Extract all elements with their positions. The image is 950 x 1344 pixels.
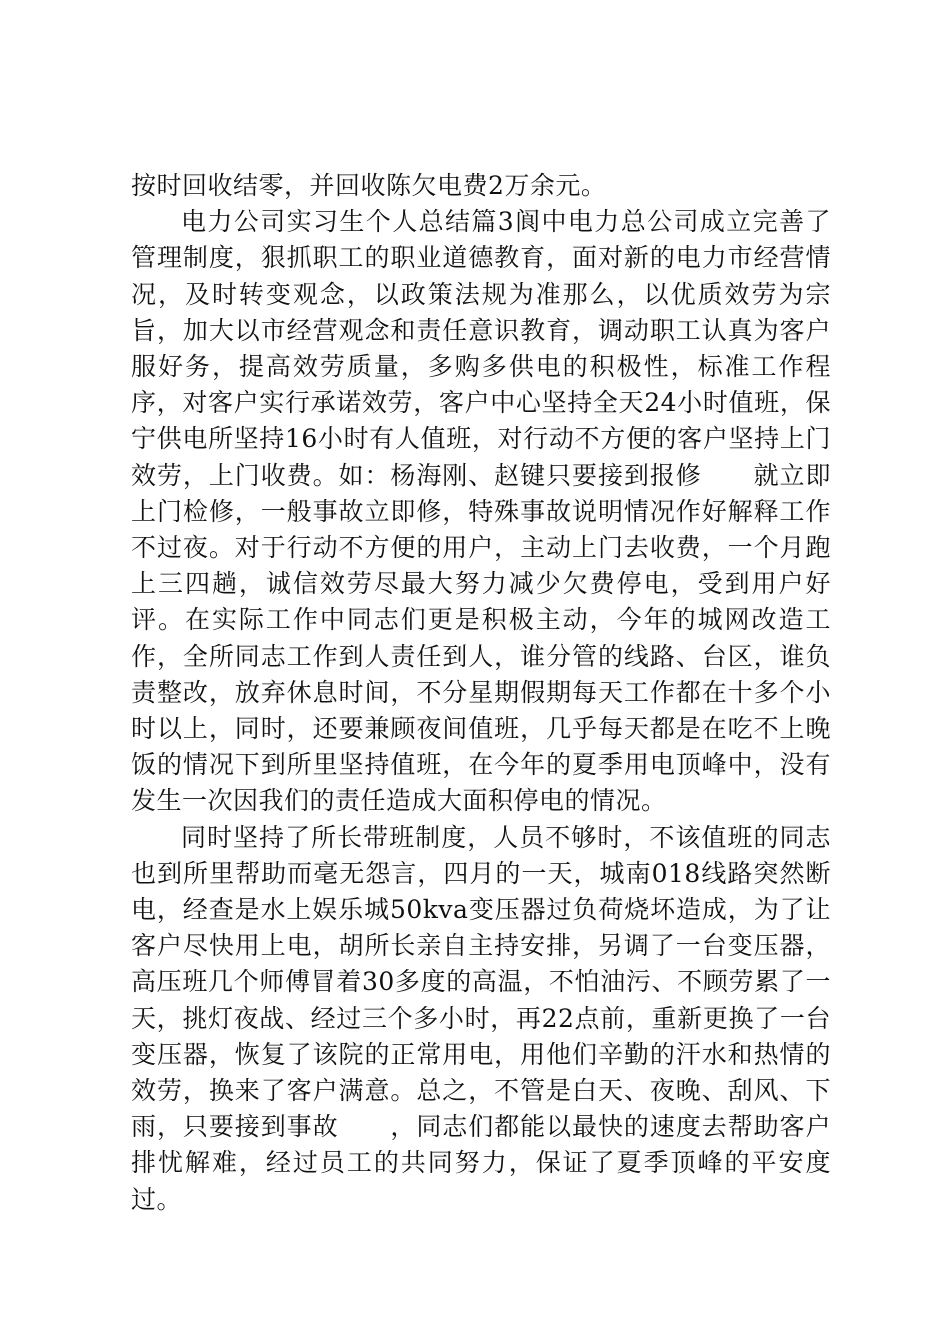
paragraph-summary-3: 电力公司实习生个人总结篇3阆中电力总公司成立完善了管理制度，狠抓职工的职业道德教育，面对新的电力市经营情况，及时转变观念，以政策法规为准那么，以优质效劳为宗旨，加大以市经营观念和责任意识教育，调动职工认真为客户服好务，提高效劳质量，多购多供电的积极性，标准工作程序，对客户实行承诺效劳，客户中心坚持全天24小时值班，保宁供电所坚持16小时有人值班，对行动不方便的客户坚持上门效劳，上门收费。如：杨海刚、赵键只要接到报修 就立即上门检修，一般事故立即修，特殊事故说明情况作好解释工作不过夜。对于行动不方便的用户，主动上门去收费，一个月跑上三四趟，诚信效劳尽最大努力减少欠费停电，受到用户好评。在实际工作中同志们更是积极主动，今年的城网改造工作，全所同志工作到人责任到人，谁分管的线路、台区，谁负责整改，放弃休息时间，不分星期假期每天工作都在十多个小时以上，同时，还要兼顾夜间值班，几乎每天都是在吃不上晚饭的情况下到所里坚持值班，在今年的夏季用电顶峰中，没有发生一次因我们的责任造成大面积停电的情况。: [131, 207, 831, 816]
document-body: [131, 168, 831, 1218]
paragraph-shift-system: 同时坚持了所长带班制度，人员不够时，不该值班的同志也到所里帮助而毫无怨言，四月的一天，城南018线路突然断电，经查是水上娱乐城50kva变压器过负荷烧坏造成，为了让客户尽快用上电，胡所长亲自主持安排，另调了一台变压器，高压班几个师傅冒着30多度的高温，不怕油污、不顾劳累了一天，挑灯夜战、经过三个多小时，再22点前，重新更换了一台变压器，恢复了该院的正常用电，用他们辛勤的汗水和热情的效劳，换来了客户满意。总之，不管是白天、夜晚、刮风、下雨，只要接到事故 ，同志们都能以最快的速度去帮助客户排忧解难，经过员工的共同努力，保证了夏季顶峰的平安度过。: [131, 822, 831, 1214]
paragraph-continuation: 按时回收结零，并回收陈欠电费2万余元。: [131, 171, 607, 200]
